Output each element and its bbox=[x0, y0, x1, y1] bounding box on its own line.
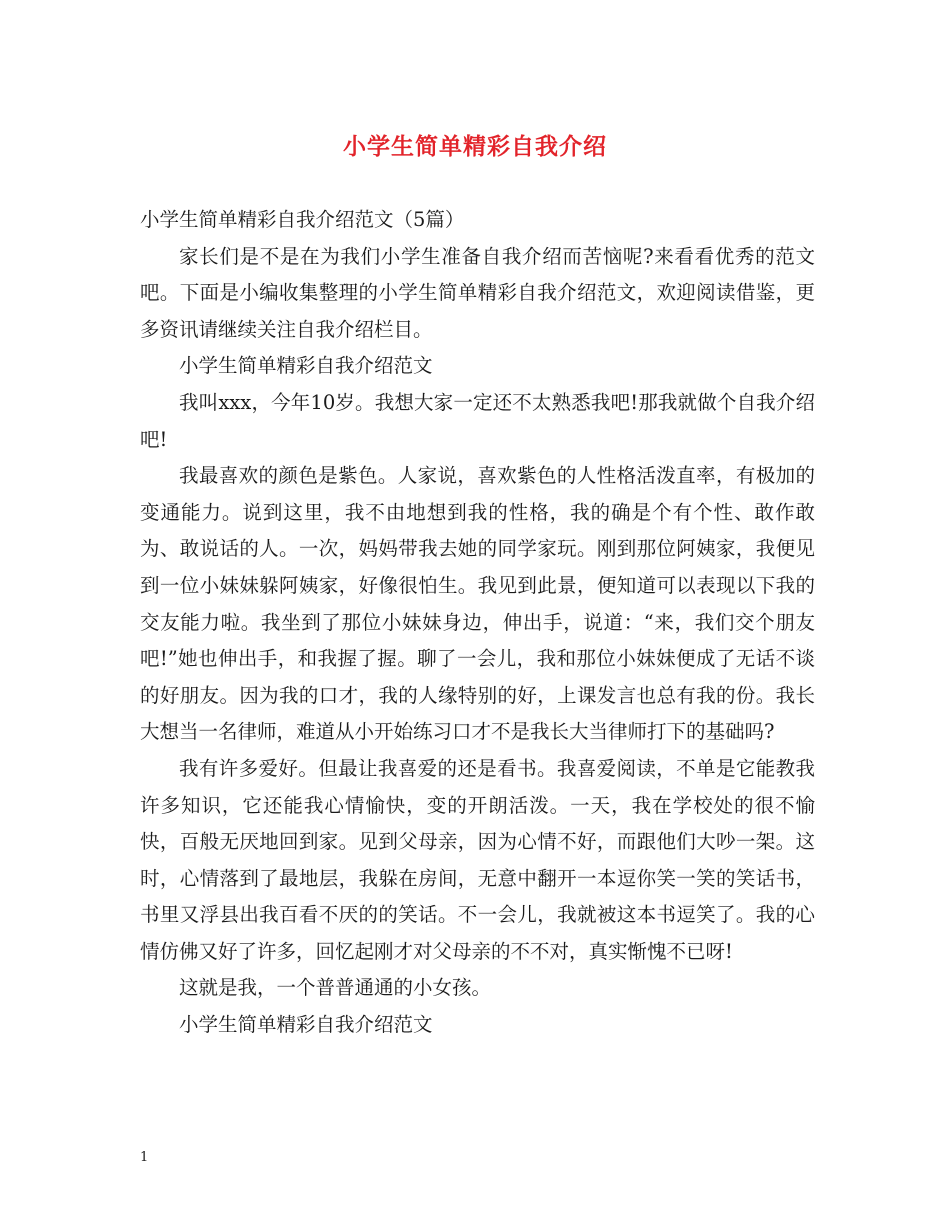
body-paragraph: 我有许多爱好。但最让我喜爱的还是看书。我喜爱阅读，不单是它能教我许多知识，它还能我心情愉快，变的开朗活泼。一天，我在学校处的很不愉快，百般无厌地回到家。见到父母亲，因为心情不好，而跟他们大吵一架。这时，心情落到了最地层，我躲在房间，无意中翻开一本逗你笑一笑的笑话书，书里又浮县出我百看不厌的的笑话。不一会儿，我就被这本书逗笑了。我的心情仿佛又好了许多，回忆起刚才对父母亲的不不对，真实惭愧不已呀! bbox=[140, 756, 815, 963]
document-title: 小学生简单精彩自我介绍 bbox=[343, 133, 607, 160]
document-body bbox=[140, 202, 815, 1044]
subtitle-paragraph: 小学生简单精彩自我介绍范文（5篇） bbox=[140, 208, 465, 231]
section-heading: 小学生简单精彩自我介绍范文 bbox=[179, 354, 433, 378]
page-number: 1 bbox=[140, 1150, 149, 1165]
section-heading: 小学生简单精彩自我介绍范文 bbox=[179, 1013, 433, 1037]
body-paragraph: 我最喜欢的颜色是紫色。人家说，喜欢紫色的人性格活泼直率，有极加的变通能力。说到这里，我不由地想到我的性格，我的确是个有个性、敢作敢为、敢说话的人。一次，妈妈带我去她的同学家玩。刚到那位阿姨家，我便见到一位小妹妹躲阿姨家，好像很怕生。我见到此景，便知道可以表现以下我的交友能力啦。我坐到了那位小妹妹身边，伸出手，说道：“来，我们交个朋友吧!”她也伸出手，和我握了握。聊了一会儿，我和那位小妹妹便成了无话不谈的好朋友。因为我的口才，我的人缘特别的好，上课发言也总有我的份。我长大想当一名律师，难道从小开始练习口才不是我长大当律师打下的基础吗? bbox=[140, 464, 815, 744]
intro-paragraph: 家长们是不是在为我们小学生准备自我介绍而苦恼呢?来看看优秀的范文吧。下面是小编收集整理的小学生简单精彩自我介绍范文，欢迎阅读借鉴，更多资讯请继续关注自我介绍栏目。 bbox=[140, 244, 815, 341]
body-paragraph: 我叫xxx，今年10岁。我想大家一定还不太熟悉我吧!那我就做个自我介绍吧! bbox=[140, 390, 815, 451]
body-paragraph: 这就是我，一个普普通通的小女孩。 bbox=[179, 976, 492, 1000]
